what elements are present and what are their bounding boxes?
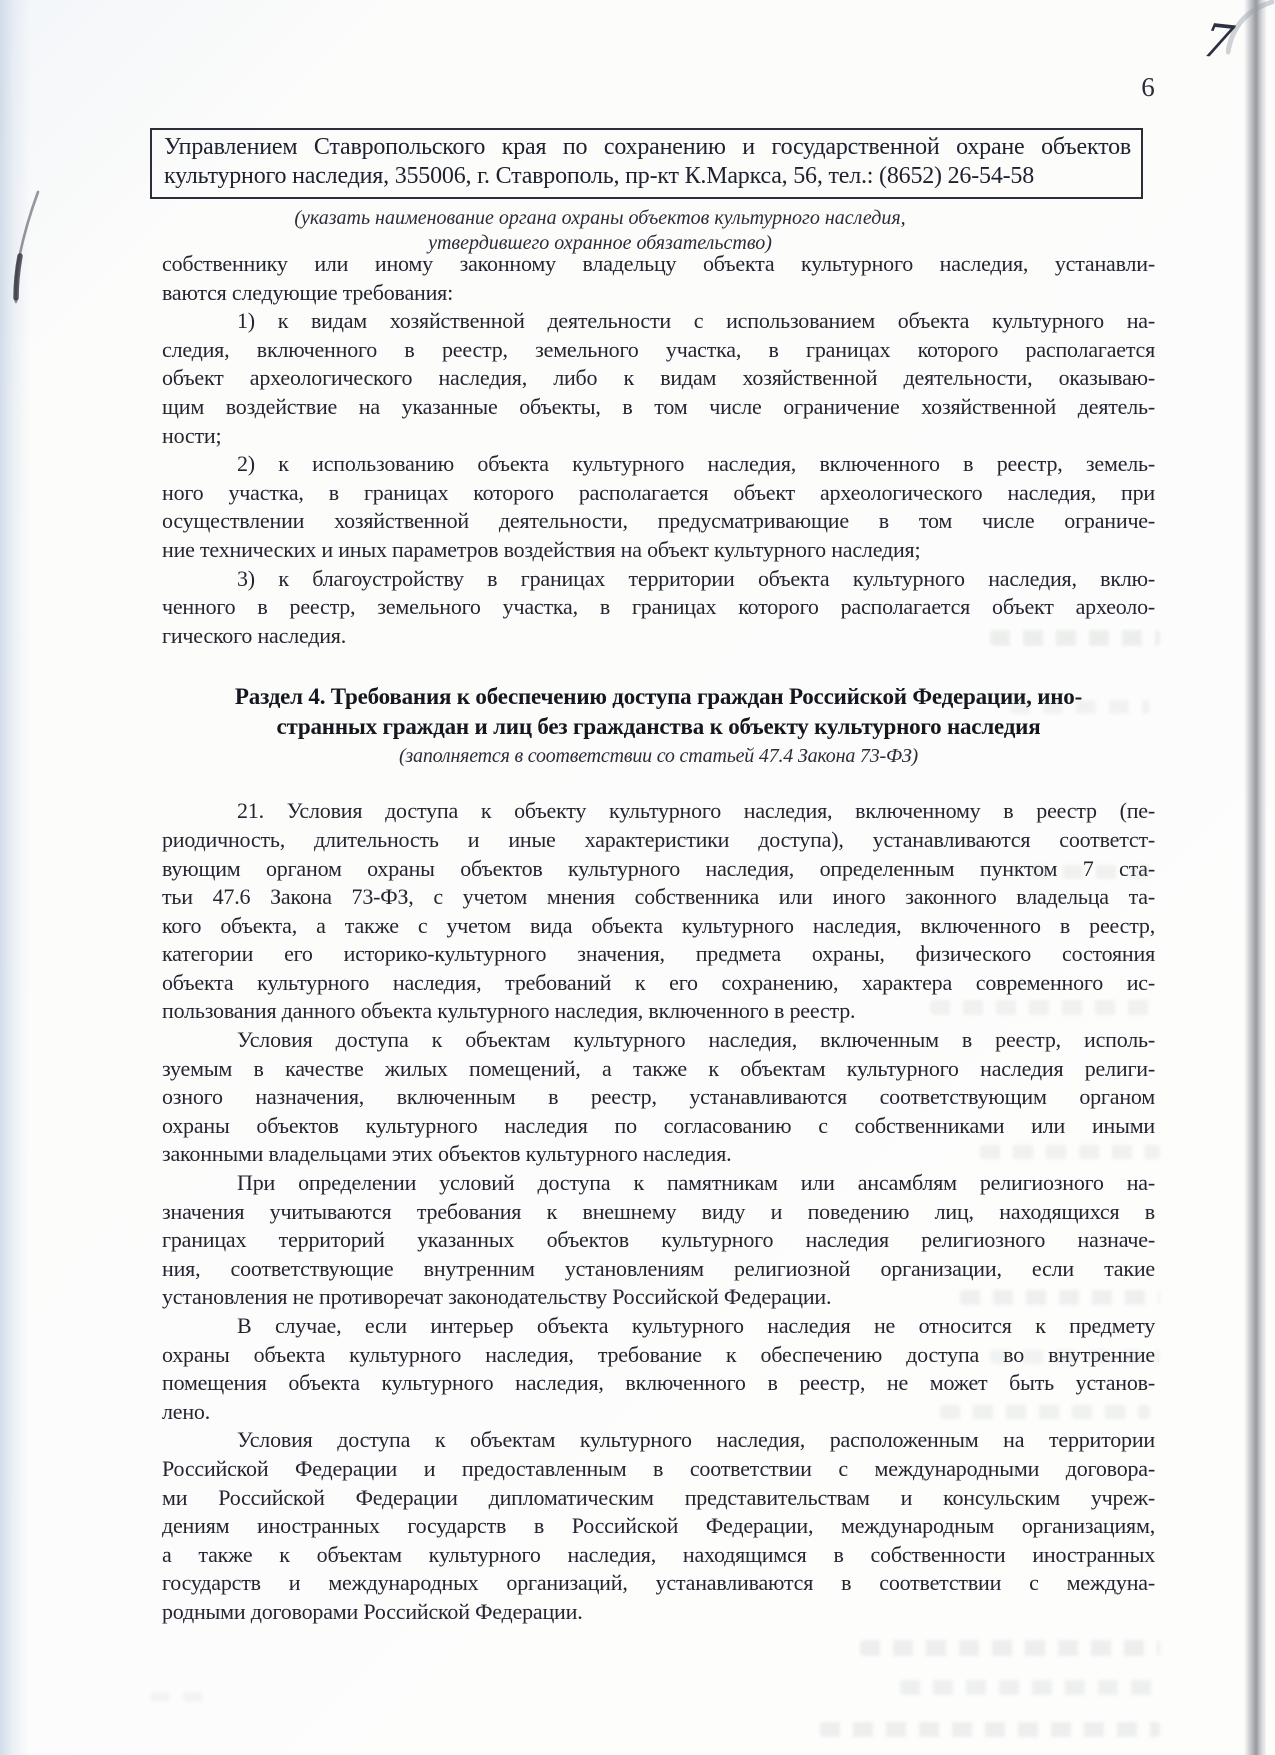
paragraph [162, 307, 1155, 450]
text-line: пользования данного объекта культурного наследия, включенного в реестр. [162, 998, 856, 1024]
text-line: ченного в реестр, земельного участка, в границах которого располагается объект археоло- [162, 594, 1155, 620]
paragraph [162, 250, 1155, 307]
authority-box-line: Управлением Ставропольского края по сохранению и государственной охране объектов [164, 134, 1131, 160]
pencil-mark [2, 186, 50, 316]
section4-title-line: Раздел 4. Требования к обеспечению доступа граждан Российской Федерации, ино- [234, 684, 1083, 710]
text-line: объекта культурного наследия, требований к его сохранению, характера современного ис- [162, 969, 1155, 995]
authority-box [150, 128, 1143, 199]
text-line: риодичность, длительность и иные характеристики доступа), устанавливаются соответст- [162, 826, 1155, 852]
authority-caption-line: (указать наименование органа охраны объектов культурного наследия, [294, 207, 906, 229]
text-line: ние технических и иных параметров воздействия на объект культурного наследия; [162, 536, 921, 562]
section4-title-line: странных граждан и лиц без гражданства к объекту культурного наследия [276, 714, 1041, 740]
bleedthrough-artifact [960, 1290, 1160, 1305]
text-line: дениям иностранных государств в Российской Федерации, международным организациям, [162, 1513, 1155, 1539]
bleedthrough-artifact [820, 1722, 1160, 1737]
bleedthrough-artifact [980, 1145, 1160, 1159]
paragraph [162, 1426, 1155, 1626]
text-line: щим воздействие на указанные объекты, в том числе ограничение хозяйственной деятель- [162, 393, 1155, 419]
text-line: границах территорий указанных объектов культурного наследия религиозного назначе- [162, 1227, 1155, 1253]
text-line: 1) к видам хозяйственной деятельности с использованием объекта культурного на- [237, 308, 1155, 334]
text-line: ми Российской Федерации дипломатическим представительствам и консульским учреж- [162, 1484, 1155, 1510]
text-line: 21. Условия доступа к объекту культурного наследия, включенному в реестр (пе- [237, 798, 1155, 824]
document-body [162, 250, 1155, 1627]
text-line: следия, включенного в реестр, земельного участка, в границах которого располагается [162, 336, 1155, 362]
handwritten-seven: 7 [1197, 13, 1239, 70]
text-line: кого объекта, а также с учетом вида объекта культурного наследия, включенного в реестр, [162, 912, 1155, 938]
bleedthrough-artifact [860, 1640, 1160, 1656]
bleedthrough-artifact [990, 1350, 1160, 1364]
text-line: 3) к благоустройству в границах территории объекта культурного наследия, вклю- [237, 565, 1155, 591]
text-line: ния, соответствующие внутренним установлениям религиозной организации, если такие [162, 1255, 1155, 1281]
authority-caption [150, 206, 1050, 256]
bleedthrough-artifact [940, 1405, 1150, 1419]
access-paragraphs [162, 797, 1155, 1626]
text-line: собственнику или иному законному владельцу объекта культурного наследия, устанавли- [162, 251, 1155, 276]
text-line: лено. [162, 1398, 211, 1424]
text-line: Условия доступа к объектам культурного наследия, расположенным на территории [237, 1427, 1155, 1453]
bleedthrough-artifact [900, 1680, 1160, 1695]
text-line: тьи 47.6 Закона 73-ФЗ, с учетом мнения собственника или иного законного владельца та- [162, 884, 1155, 910]
bleedthrough-artifact [990, 630, 1160, 646]
text-line: гического наследия. [162, 622, 347, 648]
text-line: В случае, если интерьер объекта культурного наследия не относится к предмету [237, 1313, 1155, 1338]
section4-title [162, 682, 1155, 742]
text-line: зуемым в качестве жилых помещений, а также к объектам культурного наследия религи- [162, 1055, 1155, 1081]
bleedthrough-artifact [1030, 865, 1160, 879]
authority-box-line: культурного наследия, 355006, г. Ставрополь, пр-кт К.Маркса, 56, тел.: (8652) 26-54-58 [164, 162, 1035, 189]
text-line: родными договорами Российской Федерации. [162, 1598, 583, 1624]
text-line: охраны объектов культурного наследия по согласованию с собственниками или иными [162, 1112, 1155, 1138]
text-line: При определении условий доступа к памятникам или ансамблям религиозного на- [237, 1170, 1155, 1196]
text-line: объект археологического наследия, либо к видам хозяйственной деятельности, оказываю- [162, 365, 1155, 391]
text-line: ности; [162, 422, 222, 448]
text-line: установления не противоречат законодательству Российской Федерации. [162, 1284, 832, 1310]
text-line: Условия доступа к объектам культурного наследия, включенным в реестр, исполь- [237, 1027, 1155, 1053]
text-line: помещения объекта культурного наследия, включенного в реестр, не может быть установ- [162, 1370, 1155, 1396]
text-line: значения учитываются требования к внешнему виду и поведению лиц, находящихся в [162, 1198, 1155, 1224]
page-edge-shadow [1244, 0, 1266, 1755]
text-line: законными владельцами этих объектов культурного наследия. [162, 1141, 732, 1167]
bleedthrough-artifact [150, 1692, 210, 1702]
bleedthrough-artifact [1010, 700, 1150, 714]
bleedthrough-artifact [930, 1000, 1160, 1015]
paragraph [162, 797, 1155, 1026]
section4-caption: (заполняется в соответствии со статьей 47.4 Закона 73-ФЗ) [398, 745, 919, 768]
text-line: озного назначения, включенным в реестр, устанавливаются соответствующим органом [162, 1084, 1155, 1110]
paragraph [162, 450, 1155, 564]
text-line: а также к объектам культурного наследия, находящимся в собственности иностранных [162, 1541, 1155, 1567]
text-line: осуществлении хозяйственной деятельности, предусматривающие в том числе ограниче- [162, 508, 1155, 534]
text-line: охраны объекта культурного наследия, требование к обеспечению доступа во внутренние [162, 1341, 1155, 1367]
requirements-paragraphs [162, 250, 1155, 650]
text-line: ваются следующие требования: [162, 279, 453, 305]
text-line: вующим органом охраны объектов культурного наследия, определенным пунктом 7 ста- [162, 855, 1155, 881]
text-line: ного участка, в границах которого располагается объект археологического наследия, при [162, 479, 1155, 505]
text-line: Российской Федерации и предоставленным в соответствии с международными договора- [162, 1455, 1155, 1481]
handwritten-page-note [1193, 11, 1259, 77]
authority-caption-line: утвердившего охранное обязательство) [428, 232, 772, 254]
text-line: 2) к использованию объекта культурного наследия, включенного в реестр, земель- [237, 451, 1155, 477]
page-number: 6 [1141, 72, 1155, 102]
text-line: государств и международных организаций, устанавливаются в соответствии с междуна- [162, 1570, 1155, 1596]
text-line: категории его историко-культурного значения, предмета охраны, физического состояния [162, 941, 1155, 967]
